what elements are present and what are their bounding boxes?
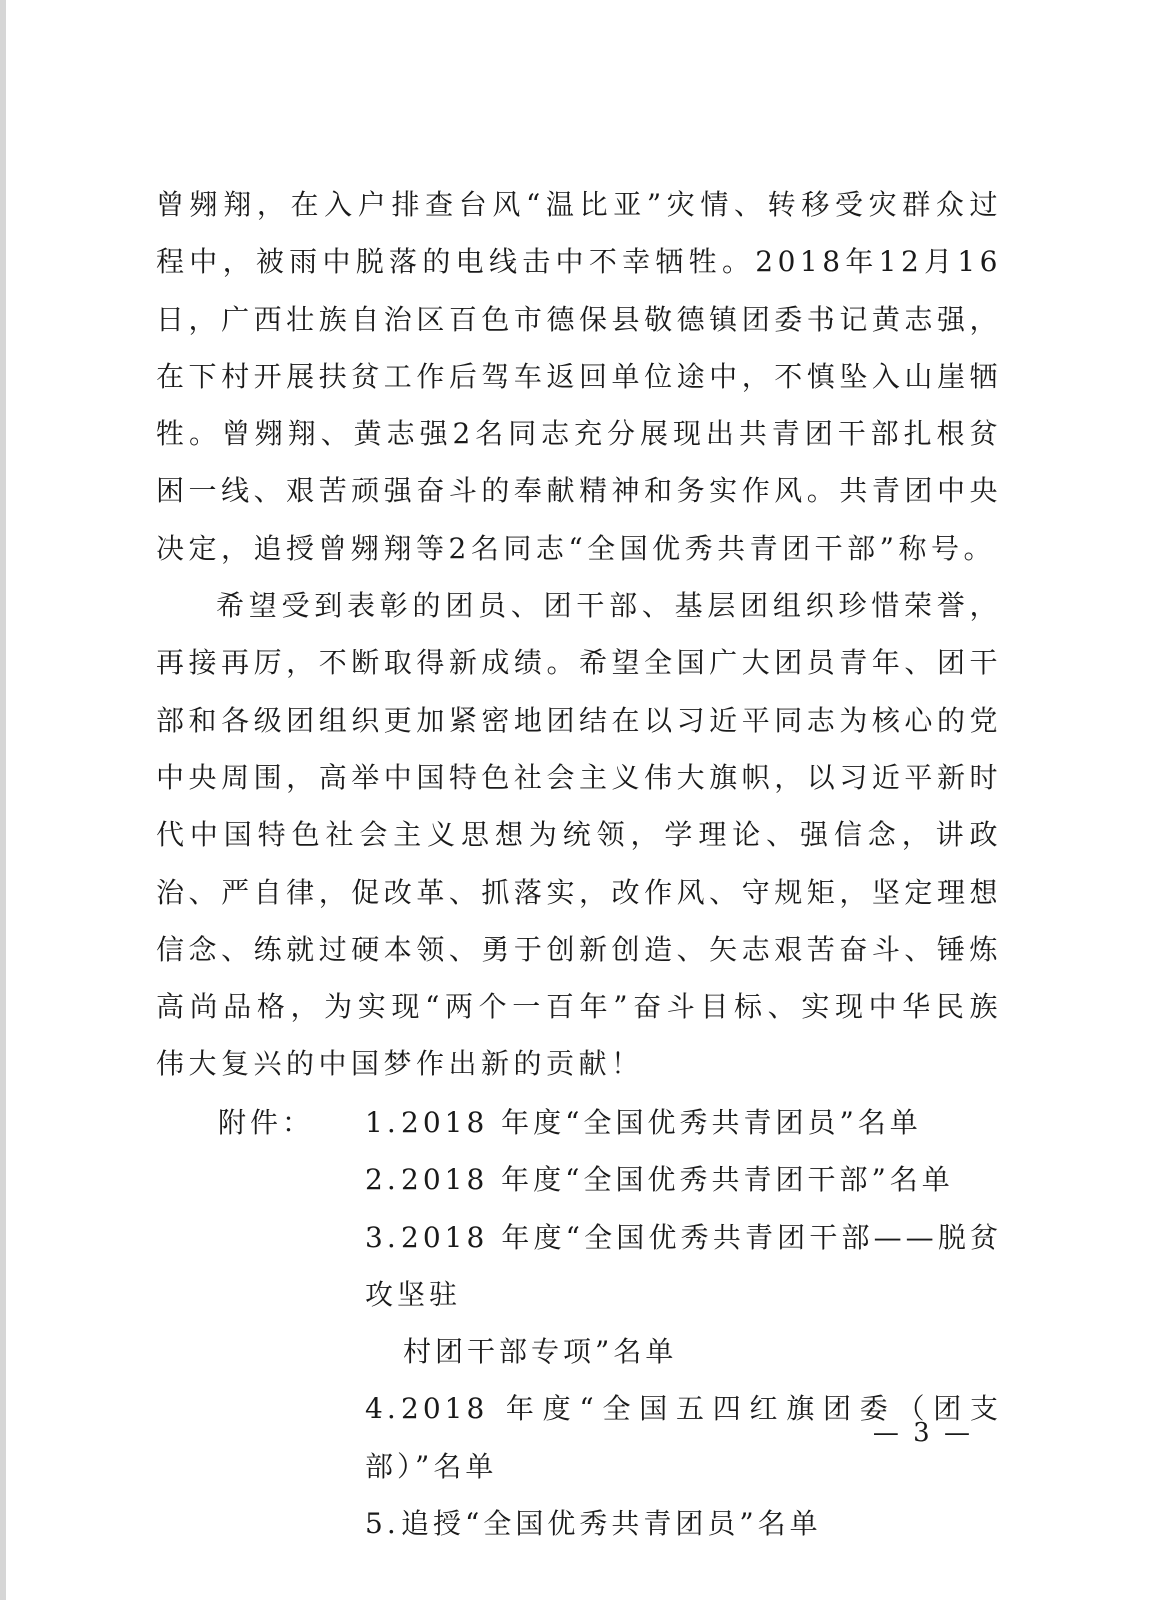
page-number: — 3 — — [872, 1418, 973, 1448]
paragraph-expectations: 希望受到表彰的团员、团干部、基层团组织珍惜荣誉，再接再厉，不断取得新成绩。希望全国广大团员青年、团干部和各级团组织更加紧密地团结在以习近平同志为核心的党中央周围，高举中国特色社会主义伟大旗帜，以习近平新时代中国特色社会主义思想为统领，学理论、强信念，讲政治、严自律，促改革、抓落实，改作风、守规矩，坚定理想信念、练就过硬本领、勇于创新创造、矢志艰苦奋斗、锤炼高尚品格，为实现“两个一百年”奋斗目标、实现中华民族伟大复兴的中国梦作出新的贡献！ — [156, 589, 1002, 1081]
attachment-title: 2018 年度“全国优秀共青团员”名单 — [401, 1106, 922, 1139]
attachment-item — [156, 1209, 1002, 1381]
attachment-title-continued: 村团干部专项”名单 — [403, 1335, 678, 1369]
attachment-number: 1. — [365, 1106, 400, 1139]
paragraph-commendation-martyrs: 曾翙翔，在入户排查台风“温比亚”灾情、转移受灾群众过程中，被雨中脱落的电线击中不幸牺牲。2018年12月16日，广西壮族自治区百色市德保县敬德镇团委书记黄志强，在下村开展扶贫工作后驾车返回单位途中，不慎坠入山崖牺牲。曾翙翔、黄志强2名同志充分展现出共青团干部扎根贫困一线、艰苦顽强奋斗的奉献精神和务实作风。共青团中央决定，追授曾翙翔等2名同志“全国优秀共青团干部”称号。 — [156, 188, 1002, 565]
attachment-item — [156, 1495, 1002, 1552]
attachment-number: 5. — [365, 1507, 400, 1541]
attachments-label: 附件： — [218, 1106, 315, 1139]
attachment-title: 2018 年度“全国优秀共青团干部——脱贫攻坚驻 — [365, 1220, 1002, 1311]
page-edge — [0, 0, 6, 1600]
attachment-number: 3. — [365, 1220, 400, 1254]
attachment-title: 追授“全国优秀共青团员”名单 — [401, 1507, 822, 1541]
attachment-item — [156, 1151, 1002, 1208]
attachment-number: 4. — [365, 1392, 400, 1426]
attachment-item — [156, 1094, 1002, 1151]
attachment-number: 2. — [365, 1163, 400, 1197]
document-body — [156, 176, 1002, 1093]
attachment-title: 2018 年度“全国五四红旗团委（团支部）”名单 — [365, 1392, 1002, 1483]
attachments-list — [156, 1094, 1002, 1552]
attachment-title: 2018 年度“全国优秀共青团干部”名单 — [401, 1163, 954, 1197]
